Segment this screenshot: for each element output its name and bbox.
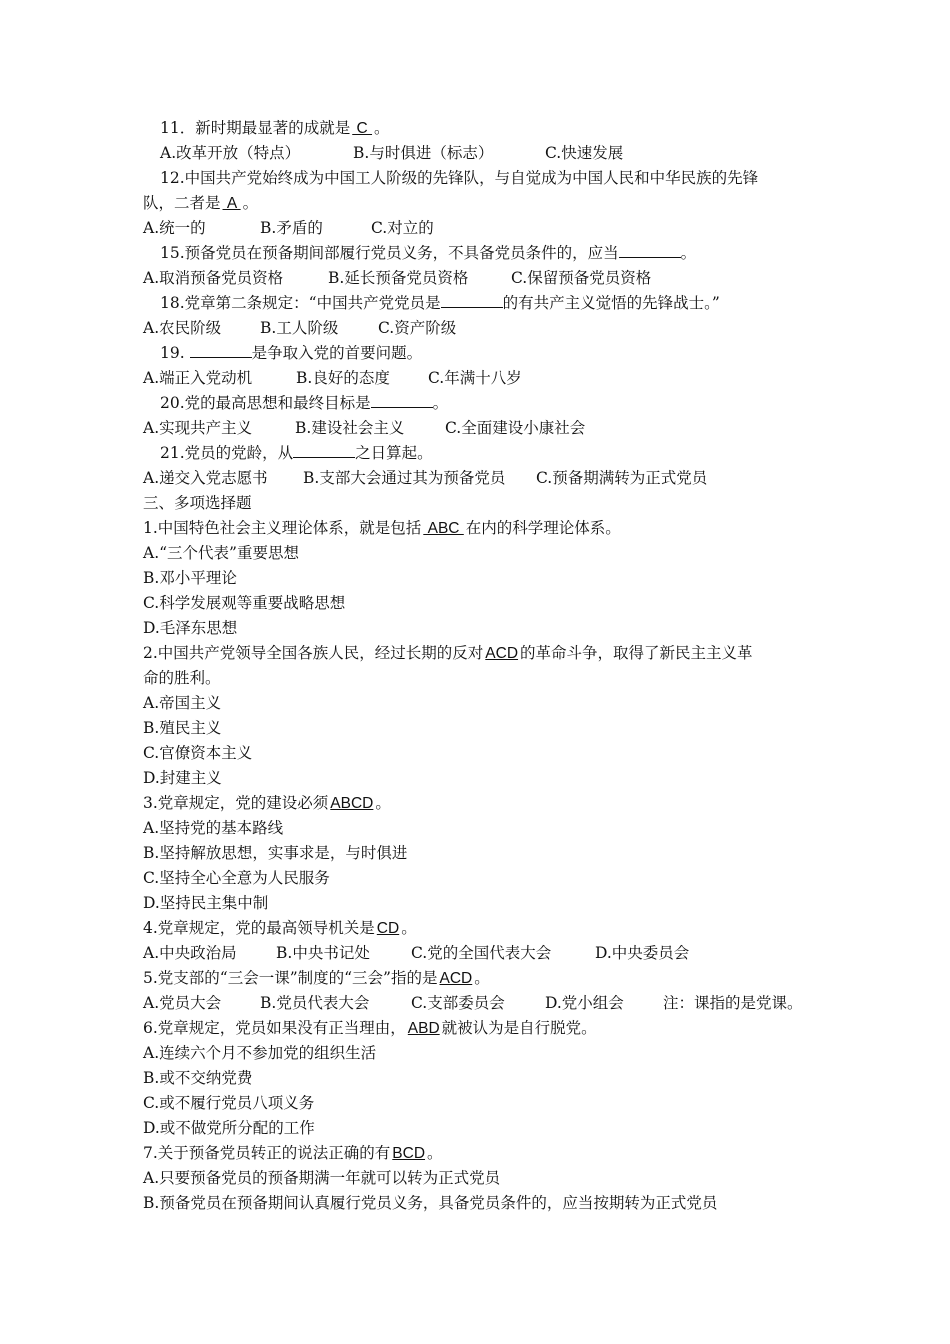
option-b: B.工人阶级 <box>260 319 339 337</box>
answer-blank <box>371 393 433 408</box>
question-text: 21.党员的党龄，从 <box>160 444 294 462</box>
question-12-options <box>143 218 813 240</box>
answer-blank: CD <box>376 920 400 937</box>
option-b: B.党员代表大会 <box>260 994 370 1012</box>
multi-question-1 <box>143 518 813 540</box>
option-c: C.年满十八岁 <box>428 369 522 387</box>
multi-question-2 <box>143 643 813 665</box>
answer-blank: A <box>222 195 241 212</box>
option-b: B.邓小平理论 <box>143 569 237 587</box>
answer-blank: ABCD <box>330 795 374 812</box>
option-b: B.殖民主义 <box>143 719 222 737</box>
question-text: 。 <box>401 919 417 937</box>
option-b: B.支部大会通过其为预备党员 <box>303 469 506 487</box>
question-text: 18.党章第二条规定：“中国共产党党员是 <box>160 294 441 312</box>
option-b: B.预备党员在预备期间认真履行党员义务，具备党员条件的，应当按期转为正式党员 <box>143 1194 718 1212</box>
option-c: C.党的全国代表大会 <box>411 944 552 962</box>
question-19 <box>160 343 830 365</box>
option-a: A.坚持党的基本路线 <box>143 819 284 837</box>
question-20 <box>160 393 830 415</box>
question-text: 。 <box>474 969 490 987</box>
answer-blank: ABC <box>423 520 464 537</box>
option-c: C.快速发展 <box>545 144 624 162</box>
question-text: 20.党的最高思想和最终目标是 <box>160 394 371 412</box>
option-a: A.端正入党动机 <box>143 369 253 387</box>
question-18-options <box>143 318 813 340</box>
option-c: C.全面建设小康社会 <box>445 419 586 437</box>
option-c: C.保留预备党员资格 <box>511 269 652 287</box>
answer-blank: ACD <box>439 970 473 987</box>
option-a: A.取消预备党员资格 <box>143 269 284 287</box>
question-text: 3.党章规定，党的建设必须 <box>143 794 329 812</box>
question-text: 在内的科学理论体系。 <box>465 519 621 537</box>
question-text: 2.中国共产党领导全国各族人民，经过长期的反对 <box>143 644 484 662</box>
option-a: A.“三个代表”重要思想 <box>143 544 299 562</box>
multi-question-4 <box>143 918 813 940</box>
option-a: A.农民阶级 <box>143 319 222 337</box>
option-b: B.延长预备党员资格 <box>328 269 469 287</box>
question-text: 11．新时期最显著的成就是 <box>160 119 351 137</box>
option-d: D.封建主义 <box>143 769 222 787</box>
question-12-cont <box>143 193 813 215</box>
question-15 <box>160 243 830 265</box>
option-a: A.递交入党志愿书 <box>143 469 268 487</box>
question-11-options <box>143 143 813 165</box>
question-text: 。 <box>427 1144 443 1162</box>
question-text: 12.中国共产党始终成为中国工人阶级的先锋队，与自觉成为中国人民和中华民族的先锋 <box>160 169 759 187</box>
question-11 <box>160 118 830 140</box>
option-c: C.或不履行党员八项义务 <box>143 1094 315 1112</box>
question-text: 就被认为是自行脱党。 <box>441 1019 597 1037</box>
question-text: 19. <box>160 344 190 362</box>
answer-blank <box>441 293 503 308</box>
question-21 <box>160 443 830 465</box>
option-a: A.统一的 <box>143 219 206 237</box>
question-text: 是争取入党的首要问题。 <box>251 344 423 362</box>
option-d: D.或不做党所分配的工作 <box>143 1119 315 1137</box>
question-text: 的有共产主义觉悟的先锋战士。” <box>502 294 720 312</box>
question-text: 。 <box>242 194 259 212</box>
option-b: B.或不交纳党费 <box>143 1069 253 1087</box>
question-12 <box>160 168 830 190</box>
answer-blank: ACD <box>485 645 519 662</box>
option-a: A.只要预备党员的预备期满一年就可以转为正式党员 <box>143 1169 501 1187</box>
question-text: 。 <box>432 394 449 412</box>
option-d: D.党小组会 <box>545 994 624 1012</box>
answer-blank: ABD <box>407 1020 440 1037</box>
option-c: C.坚持全心全意为人民服务 <box>143 869 330 887</box>
answer-blank: BCD <box>392 1145 426 1162</box>
option-c: C.预备期满转为正式党员 <box>536 469 708 487</box>
multi-question-6 <box>143 1018 813 1040</box>
option-a: A.实现共产主义 <box>143 419 253 437</box>
question-text: 15.预备党员在预备期间部履行党员义务，不具备党员条件的，应当 <box>160 244 619 262</box>
option-a: A.连续六个月不参加党的组织生活 <box>143 1044 377 1062</box>
option-c: C.支部委员会 <box>411 994 505 1012</box>
option-a: A.党员大会 <box>143 994 222 1012</box>
multi-question-5-options <box>143 993 813 1015</box>
option-d: D.中央委员会 <box>595 944 690 962</box>
answer-blank: C <box>352 120 373 137</box>
option-b: B.坚持解放思想，实事求是，与时俱进 <box>143 844 408 862</box>
note-text: 注：课指的是党课。 <box>663 994 803 1012</box>
answer-blank <box>293 443 355 458</box>
question-text: 6.党章规定，党员如果没有正当理由， <box>143 1019 406 1037</box>
option-c: C.官僚资本主义 <box>143 744 253 762</box>
question-text: 。 <box>374 119 390 137</box>
section-heading <box>143 493 813 515</box>
option-b: B.矛盾的 <box>260 219 323 237</box>
question-text: 的革命斗争，取得了新民主主义革 <box>520 644 753 662</box>
question-text-cont: 命的胜利。 <box>143 669 221 687</box>
option-c: C.科学发展观等重要战略思想 <box>143 594 346 612</box>
option-a: A.帝国主义 <box>143 694 222 712</box>
question-18 <box>160 293 830 315</box>
section-heading-text: 三、多项选择题 <box>143 494 252 512</box>
option-a: A.中央政治局 <box>143 944 237 962</box>
question-text: 7.关于预备党员转正的说法正确的有 <box>143 1144 391 1162</box>
option-d: D.坚持民主集中制 <box>143 894 269 912</box>
question-text: 。 <box>375 794 391 812</box>
multi-question-4-options <box>143 943 813 965</box>
option-c: C.资产阶级 <box>378 319 457 337</box>
multi-question-3 <box>143 793 813 815</box>
answer-blank <box>190 343 252 358</box>
question-text: 4.党章规定，党的最高领导机关是 <box>143 919 375 937</box>
answer-blank <box>619 243 681 258</box>
option-b: B.良好的态度 <box>296 369 390 387</box>
question-21-options <box>143 468 813 490</box>
question-20-options <box>143 418 813 440</box>
option-d: D.毛泽东思想 <box>143 619 238 637</box>
question-text: 5.党支部的“三会一课”制度的“三会”指的是 <box>143 969 438 987</box>
option-c: C.对立的 <box>371 219 434 237</box>
question-19-options <box>143 368 813 390</box>
option-b: B.与时俱进（标志） <box>353 144 494 162</box>
option-b: B.中央书记处 <box>276 944 370 962</box>
multi-question-7 <box>143 1143 813 1165</box>
question-15-options <box>143 268 813 290</box>
question-text: 之日算起。 <box>355 444 433 462</box>
question-text: 1.中国特色社会主义理论体系，就是包括 <box>143 519 422 537</box>
multi-question-5 <box>143 968 813 990</box>
question-text: 。 <box>680 244 697 262</box>
question-text: 队，二者是 <box>143 194 221 212</box>
option-a: A.改革开放（特点） <box>160 144 301 162</box>
option-b: B.建设社会主义 <box>295 419 405 437</box>
